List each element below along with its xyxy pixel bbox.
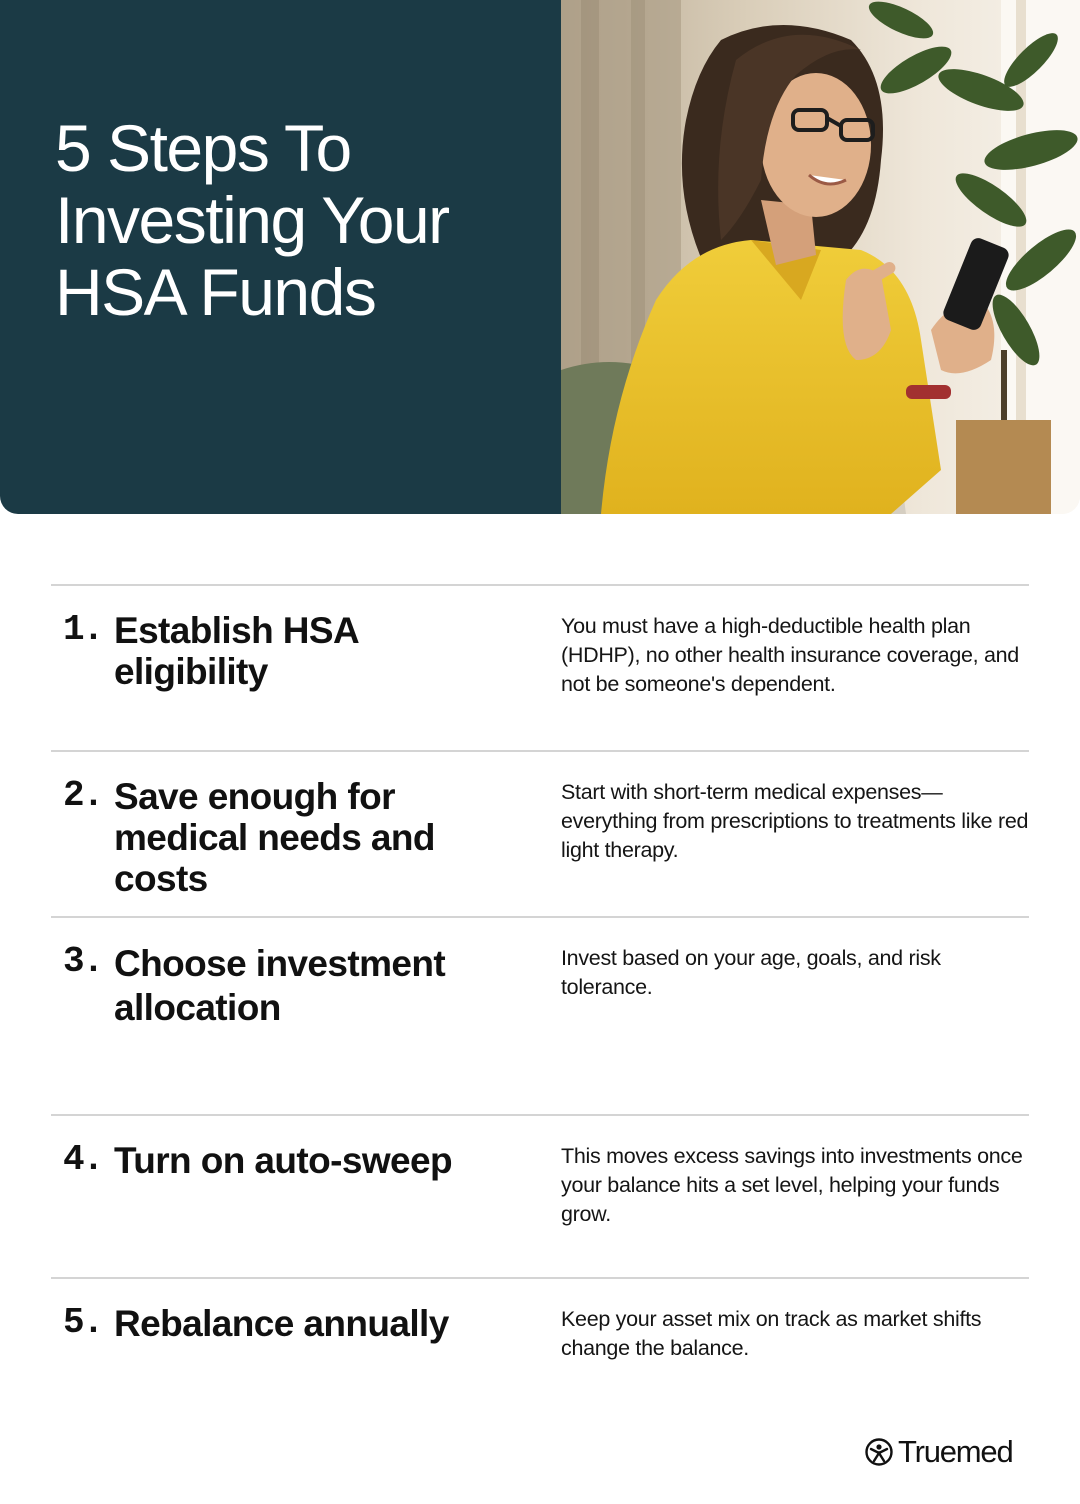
- step-title: Choose investment allocation: [114, 943, 446, 1028]
- step-title: Save enough for medical needs and costs: [114, 776, 435, 899]
- hero-title-panel: [0, 0, 561, 514]
- step-description: You must have a high-deductible health plan (HDHP), no other health insurance coverage, and not be someone's dependent.: [561, 614, 1019, 696]
- step-number: 4.: [63, 1139, 103, 1180]
- step-number: 3.: [63, 941, 103, 982]
- step-title: Turn on auto-sweep: [114, 1140, 452, 1181]
- brand-logo: [864, 1432, 1013, 1472]
- step-description: This moves excess savings into investments once your balance hits a set level, helping your funds grow.: [561, 1144, 1023, 1226]
- woman-smiling-with-phone-photo: [561, 0, 1080, 514]
- step-item: [51, 584, 1029, 752]
- step-description: Invest based on your age, goals, and risk tolerance.: [561, 946, 941, 999]
- truemed-logo-icon: [864, 1437, 894, 1467]
- hero-photo: [561, 0, 1080, 514]
- step-number: 2.: [63, 775, 103, 816]
- step-description: Start with short-term medical expenses—everything from prescriptions to treatments like red light therapy.: [561, 780, 1029, 862]
- step-title: Establish HSA eligibility: [114, 610, 358, 692]
- step-item: [51, 750, 1029, 918]
- step-item: [51, 1114, 1029, 1279]
- step-description: Keep your asset mix on track as market shifts change the balance.: [561, 1307, 982, 1360]
- step-number: 5.: [63, 1302, 103, 1343]
- step-title: Rebalance annually: [114, 1303, 449, 1344]
- step-item: [51, 916, 1029, 1116]
- hero-banner: [0, 0, 1080, 514]
- brand-name: Truemed: [898, 1434, 1013, 1469]
- page-title: 5 Steps To Investing Your HSA Funds: [55, 111, 449, 329]
- step-item: [51, 1277, 1029, 1419]
- step-number: 1.: [63, 609, 103, 650]
